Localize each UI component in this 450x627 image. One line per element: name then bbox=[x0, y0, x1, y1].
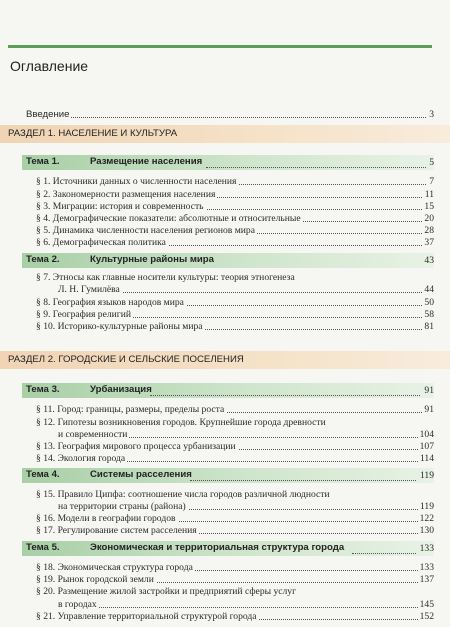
section-1-bar[interactable] bbox=[0, 125, 450, 143]
toc-entry-page: 104 bbox=[419, 429, 434, 440]
toc-entry-page: 58 bbox=[424, 309, 434, 320]
theme-5-number: Тема 5. bbox=[26, 542, 60, 553]
toc-entry[interactable] bbox=[0, 236, 450, 250]
toc-entry-label: § 6. Демографическая политика bbox=[36, 237, 166, 248]
toc-entry-label: § 5. Динамика численности населения регионов мира bbox=[36, 225, 255, 236]
toc-entry-page: 50 bbox=[424, 297, 434, 308]
toc-entry-label: § 14. Экология города bbox=[36, 453, 126, 464]
toc-entry-label: § 9. География религий bbox=[36, 309, 131, 320]
theme-4-title: Системы расселения bbox=[90, 469, 192, 480]
toc-entry-label: § 13. География мирового процесса урбанизации bbox=[36, 441, 236, 452]
toc-entry-label: § 19. Рынок городской земли bbox=[36, 574, 154, 585]
toc-entry-page: 114 bbox=[419, 453, 434, 464]
theme-3-number: Тема 3. bbox=[26, 384, 60, 395]
toc-entry-label[interactable]: § 20. Размещение жилой застройки и предприятий сферы услуг bbox=[36, 586, 297, 597]
toc-entry-label: § 10. Историко-культурные районы мира bbox=[36, 321, 203, 332]
theme-1-title: Размещение населения bbox=[90, 156, 203, 167]
section-2-label: РАЗДЕЛ 2. ГОРОДСКИЕ И СЕЛЬСКИЕ ПОСЕЛЕНИЯ bbox=[8, 354, 244, 365]
toc-entry-label[interactable]: § 12. Гипотезы возникновения городов. Крупнейшие города древности bbox=[36, 417, 326, 428]
toc-entry-page: 7 bbox=[429, 176, 434, 187]
toc-entry-page: 133 bbox=[419, 562, 434, 573]
leader-dots bbox=[206, 157, 426, 168]
toc-entry-page: 130 bbox=[419, 525, 434, 536]
toc-intro[interactable] bbox=[0, 108, 450, 122]
theme-4-page: 119 bbox=[419, 470, 434, 481]
toc-entry-page: 145 bbox=[419, 599, 434, 610]
section-1-label: РАЗДЕЛ 1. НАСЕЛЕНИЕ И КУЛЬТУРА bbox=[8, 128, 178, 139]
toc-entry-page: 91 bbox=[424, 404, 434, 415]
toc-entry-label: § 2. Закономерности размещения населения bbox=[36, 189, 216, 200]
toc-entry-label-cont: Л. Н. Гумилёва bbox=[58, 284, 120, 295]
page-title: Оглавление bbox=[10, 58, 89, 74]
theme-3-title: Урбанизация bbox=[90, 384, 152, 395]
toc-entry-label: § 3. Миграции: история и современность bbox=[36, 201, 204, 212]
section-2-bar[interactable] bbox=[0, 351, 450, 369]
toc-entry-page: 81 bbox=[424, 321, 434, 332]
toc-entry-label: § 8. География языков народов мира bbox=[36, 297, 184, 308]
toc-entry[interactable] bbox=[0, 452, 450, 466]
toc-entry-label-cont: и современности bbox=[58, 429, 128, 440]
toc-entry-label: § 11. Город: границы, размеры, пределы роста bbox=[36, 404, 225, 415]
leader-dots bbox=[352, 543, 416, 554]
toc-entry-label: § 18. Экономическая структура города bbox=[36, 562, 193, 573]
toc-entry[interactable] bbox=[0, 610, 450, 624]
toc-entry-label[interactable]: § 15. Правило Ципфа: соотношение числа городов различной людности bbox=[36, 489, 330, 500]
theme-2-title: Культурные районы мира bbox=[90, 254, 215, 265]
toc-entry-page: 137 bbox=[419, 574, 434, 585]
toc-entry-page: 122 bbox=[419, 513, 434, 524]
toc-entry-page: 152 bbox=[419, 611, 434, 622]
theme-1-number: Тема 1. bbox=[26, 156, 60, 167]
toc-entry-label-cont: на территории страны (района) bbox=[58, 501, 186, 512]
theme-3-page: 91 bbox=[424, 385, 434, 396]
header-rule bbox=[8, 45, 432, 48]
toc-entry-page: 44 bbox=[424, 284, 434, 295]
toc-entry[interactable] bbox=[0, 403, 450, 417]
theme-4-number: Тема 4. bbox=[26, 469, 60, 480]
toc-intro-page: 3 bbox=[429, 109, 434, 120]
toc-entry-page: 37 bbox=[424, 237, 434, 248]
toc-entry-page: 20 bbox=[424, 213, 434, 224]
toc-entry[interactable] bbox=[0, 320, 450, 334]
leader-dots bbox=[26, 106, 428, 118]
theme-2-page: 43 bbox=[424, 255, 434, 266]
theme-2-number: Тема 2. bbox=[26, 254, 60, 265]
theme-5-title: Экономическая и территориальная структура города bbox=[90, 542, 345, 553]
toc-entry-label: § 4. Демографические показатели: абсолютные и относительные bbox=[36, 213, 301, 224]
theme-1-page: 5 bbox=[429, 157, 434, 168]
toc-entry-label[interactable]: § 7. Этносы как главные носители культуры: теория этногенеза bbox=[36, 272, 295, 283]
toc-entry-page: 119 bbox=[419, 501, 434, 512]
toc-entry-page: 28 bbox=[424, 225, 434, 236]
toc-entry-label: § 1. Источники данных о численности населения bbox=[36, 176, 237, 187]
toc-entry-label: § 21. Управление территориальной структурой города bbox=[36, 611, 257, 622]
toc-intro-label: Введение bbox=[26, 109, 70, 120]
toc-entry-label: § 17. Регулирование систем расселения bbox=[36, 525, 197, 536]
leader-dots bbox=[190, 470, 416, 481]
toc-entry-page: 11 bbox=[424, 189, 434, 200]
leader-dots bbox=[58, 596, 428, 608]
leader-dots bbox=[150, 385, 420, 396]
toc-entry[interactable] bbox=[0, 524, 450, 538]
toc-entry-label: § 16. Модели в географии городов bbox=[36, 513, 176, 524]
toc-entry-page: 107 bbox=[419, 441, 434, 452]
toc-entry-page: 15 bbox=[424, 201, 434, 212]
toc-entry-label-cont: в городах bbox=[58, 599, 97, 610]
theme-5-page: 133 bbox=[419, 543, 434, 554]
theme-2-bar[interactable] bbox=[22, 253, 434, 268]
